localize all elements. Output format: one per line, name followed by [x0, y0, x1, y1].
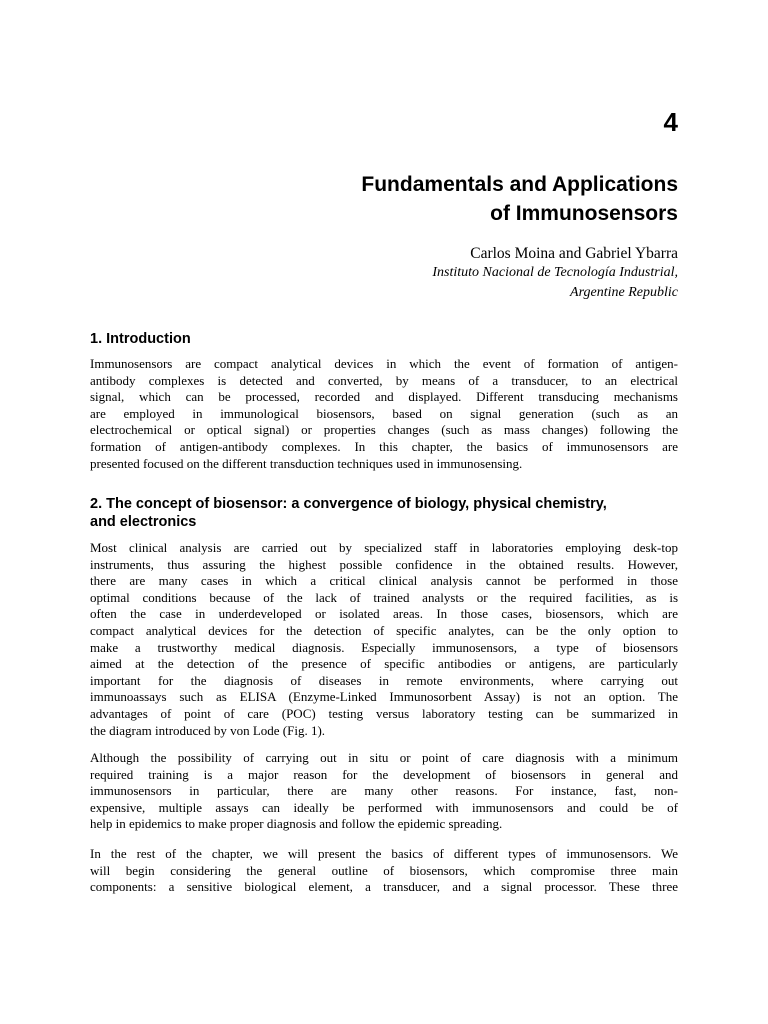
text-line: compact analytical devices for the detection of specific analytes, can be the only option to: [90, 622, 678, 638]
text-line: electrochemical or optical signal) or properties changes (such as mass changes) following the: [90, 422, 678, 438]
text-line: the diagram introduced by von Lode (Fig. 1).: [90, 722, 326, 738]
text-line: optimal conditions because of the lack of trained analysts or the required facilities, as is: [90, 589, 678, 605]
text-line: important for the diagnosis of diseases in remote environments, where carrying out: [90, 672, 678, 688]
text-line: advantages of point of care (POC) testing versus laboratory testing can be summarized in: [90, 705, 678, 721]
text-line: there are many cases in which a critical clinical analysis cannot be performed in those: [90, 573, 678, 589]
affiliation: [432, 263, 678, 302]
text-line: signal, which can be processed, recorded and displayed. Different transducing mechanisms: [90, 389, 678, 405]
document-page: [90, 0, 678, 1024]
text-line: required training is a major reason for the development of biosensors in general and: [90, 766, 678, 782]
text-line: In the rest of the chapter, we will present the basics of different types of immunosensors. We: [90, 846, 678, 861]
affiliation-line-1: Instituto Nacional de Tecnología Industrial,: [432, 265, 678, 280]
text-line: immunosensors in particular, there are many other reasons. For instance, fast, non-: [90, 783, 678, 799]
text-line: make a trustworthy medical diagnosis. Especially immunosensors, a type of biosensors: [90, 639, 678, 655]
chapter-title: [258, 170, 678, 228]
text-line: help in epidemics to make proper diagnosis and follow the epidemic spreading.: [90, 816, 503, 832]
text-line: immunoassays such as ELISA (Enzyme-Linked Immunosorbent Assay) is not an option. The: [90, 689, 678, 705]
text-line: formation of antigen-antibody complexes. In this chapter, the basics of immunosensors are: [90, 438, 678, 454]
chapter-number: 4: [663, 107, 678, 137]
text-line: instruments, thus assuring the highest possible confidence in the obtained results. However,: [90, 556, 678, 572]
section-heading-biosensor-concept-line-1: 2. The concept of biosensor: a convergence of biology, physical chemistry,: [90, 496, 607, 512]
affiliation-line-2: Argentine Republic: [570, 284, 678, 300]
authors: Carlos Moina and Gabriel Ybarra: [470, 245, 678, 262]
text-line: often the case in underdeveloped or isolated areas. In those cases, biosensors, which are: [90, 606, 678, 622]
text-line: are employed in immunological biosensors, based on signal generation (such as an: [90, 405, 678, 421]
paragraph-biosensor-2: [90, 750, 678, 833]
paragraph-introduction: [90, 356, 678, 472]
paragraph-biosensor-3: [90, 846, 678, 896]
text-line: expensive, multiple assays can ideally be performed with immunosensors and could be of: [90, 799, 678, 815]
text-line: antibody complexes is detected and converted, by means of a transducer, to an electrical: [90, 372, 678, 388]
text-line: Most clinical analysis are carried out by specialized staff in laboratories employing desk-top: [90, 540, 678, 555]
paragraph-biosensor-1: [90, 540, 678, 739]
chapter-title-line-1: Fundamentals and Applications: [361, 173, 678, 196]
section-heading-biosensor-concept: [90, 495, 678, 531]
text-line: aimed at the detection of the presence of specific antibodies or antigens, are particularly: [90, 656, 678, 672]
text-line: Immunosensors are compact analytical devices in which the event of formation of antigen-: [90, 356, 678, 371]
section-heading-biosensor-concept-line-2: and electronics: [90, 514, 197, 530]
section-heading-introduction: 1. Introduction: [90, 331, 191, 347]
text-line: Although the possibility of carrying out in situ or point of care diagnosis with a minimum: [90, 750, 678, 765]
text-line: presented focused on the different transduction techniques used in immunosensing.: [90, 455, 523, 471]
chapter-title-line-2: of Immunosensors: [490, 202, 678, 225]
text-line: components: a sensitive biological element, a transducer, and a signal processor. These three: [90, 879, 678, 895]
text-line: will begin considering the general outline of biosensors, which compromise three main: [90, 862, 678, 878]
